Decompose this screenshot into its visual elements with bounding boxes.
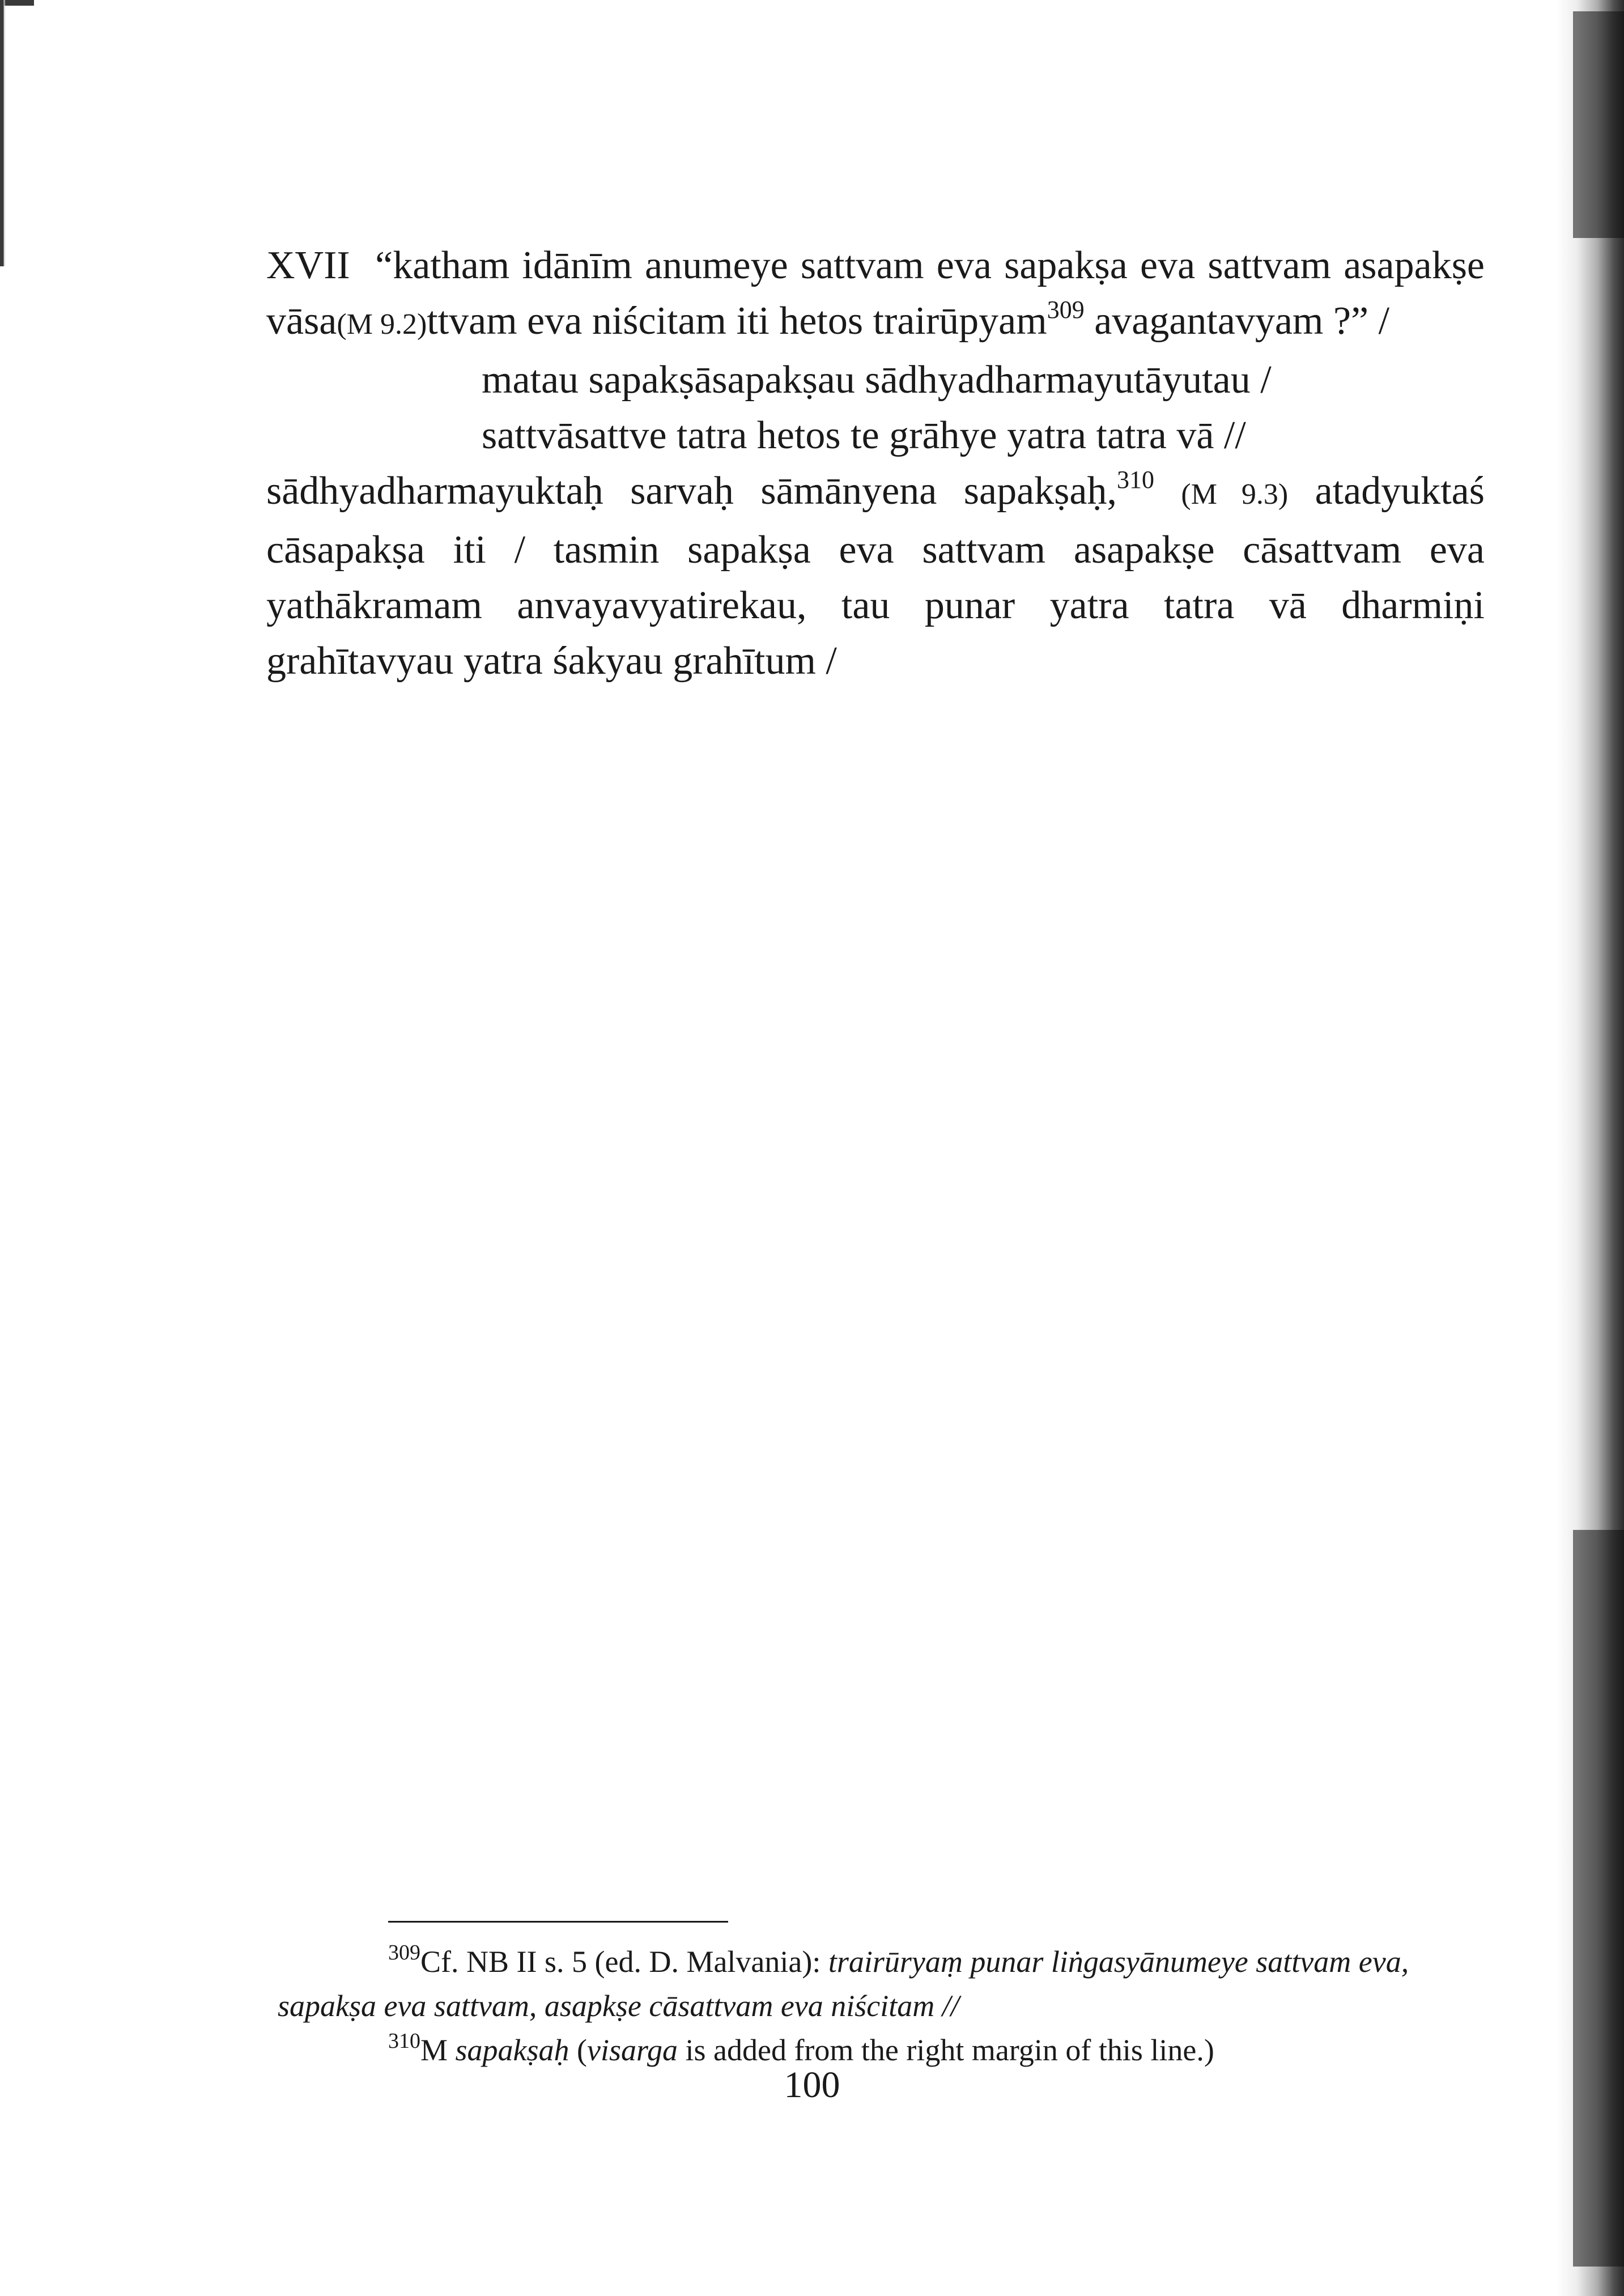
footnote: $^{309}$Cf. NB II s. 5 (ed. D. Malvania): trairūryaṃ punar liṅgasyānumeye sattvam eva, sapakṣa eva sattvam, asapkṣe cāsattvam eva niścitam // bbox=[278, 1941, 1409, 2023]
verse-line: sattvāsattve tatra hetos te grāhye yatra tatra vā // bbox=[482, 414, 1246, 457]
section-number: XVII bbox=[266, 244, 350, 287]
footnotes bbox=[278, 1921, 1479, 2072]
commentary-paragraph: sādhyadharmayuktaḥ sarvaḥ sāmānyena sapakṣaḥ,$^{310}$ (M 9.3) atadyuktaś cāsapakṣa iti / tasmin sapakṣa eva sattvam asapakṣe cāsattvam eva yathākramam anvayavyatirekau, tau punar yatra tatra vā dharmiṇi grahītavyau yatra śakyau grahītum / bbox=[266, 466, 1485, 683]
manuscript-ref: (M 9.2) bbox=[337, 308, 427, 341]
footnote: $^{310}$M sapakṣaḥ (visarga is added from the right margin of this line.) bbox=[388, 2029, 1214, 2067]
page-number: 100 bbox=[784, 2064, 840, 2106]
manuscript-ref: (M 9.3) bbox=[1181, 478, 1289, 511]
section-question: XVII “katham idānīm anumeye sattvam eva sapakṣa eva sattvam asapakṣe vāsa(M 9.2)ttvam eva niścitam iti hetos trairūpyam$^{309}$ avagantavyam ?” / bbox=[266, 244, 1485, 343]
footnote-number: 309 bbox=[388, 1941, 420, 1965]
scan-right-edge-band bbox=[1573, 1530, 1624, 2267]
footnote-marker: 309 bbox=[1047, 296, 1085, 324]
scan-right-edge-band bbox=[1573, 11, 1624, 238]
footnote-divider bbox=[388, 1921, 728, 1923]
verse-line: matau sapakṣāsapakṣau sādhyadharmayutāyutau / bbox=[482, 358, 1272, 402]
footnote-number: 310 bbox=[388, 2029, 420, 2053]
footnote-marker: 310 bbox=[1116, 466, 1154, 494]
scan-left-edge-mark bbox=[0, 0, 27, 266]
main-text-block bbox=[266, 238, 1485, 689]
